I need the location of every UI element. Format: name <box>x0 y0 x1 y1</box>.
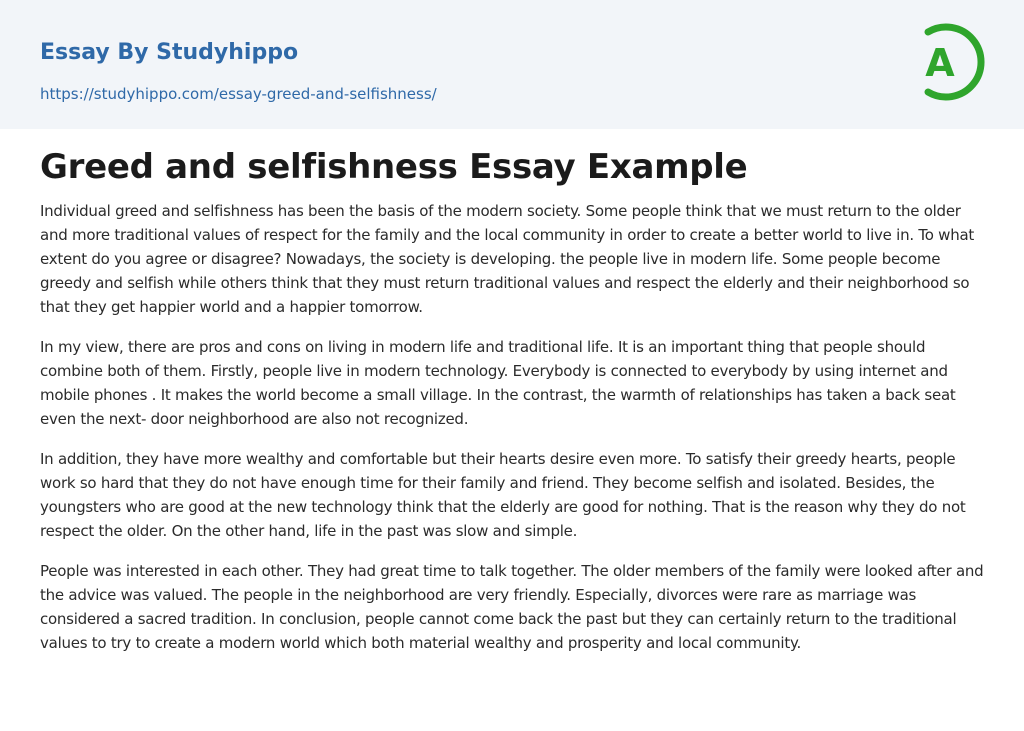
article-paragraph-1: Individual greed and selfishness has been the basis of the modern society. Some people think that we must return to the older and more traditional values of respect for the family and the local community in order to create a better world to live in. To what extent do you agree or disagree? Nowadays, the society is developing. the people live in modern life. Some people become greedy and selfish while others think that they must return traditional values and respect the elderly and their neighborhood so that they get happier world and a happier tomorrow. <box>40 202 975 316</box>
article-paragraph-3: In addition, they have more wealthy and comfortable but their hearts desire even more. To satisfy their greedy hearts, people work so hard that they do not have enough time for their family and friend. They become selfish and isolated. Besides, the youngsters who are good at the new technology think that the elderly are good for nothing. That is the reason why they do not respect the older. On the other hand, life in the past was slow and simple. <box>40 450 966 540</box>
article-paragraph-2: In my view, there are pros and cons on living in modern life and traditional life. It is an important thing that people should combine both of them. Firstly, people live in modern technology. Everybody is connected to everybody by using internet and mobile phones . It makes the world become a small village. In the contrast, the warmth of relationships has taken a back seat even the next- door neighborhood are also not recognized. <box>40 338 956 428</box>
brand-title[interactable]: Essay By Studyhippo <box>40 40 299 65</box>
source-url-link[interactable]: https://studyhippo.com/essay-greed-and-selfishness/ <box>40 85 437 103</box>
article-paragraph-4: People was interested in each other. They had great time to talk together. The older members of the family were looked after and the advice was valued. The people in the neighborhood are very friendly. Especially, divorces were rare as marriage was considered a sacred tradition. In conclusion, people cannot come back the past but they can certainly return to the traditional values to try to create a modern world which both material wealthy and prosperity and local community. <box>40 562 984 652</box>
page-title: Greed and selfishness Essay Example <box>40 147 748 187</box>
site-header <box>0 0 1024 129</box>
article <box>40 145 988 655</box>
logo-letter: A <box>925 41 955 85</box>
studyhippo-logo-icon[interactable] <box>910 18 988 106</box>
